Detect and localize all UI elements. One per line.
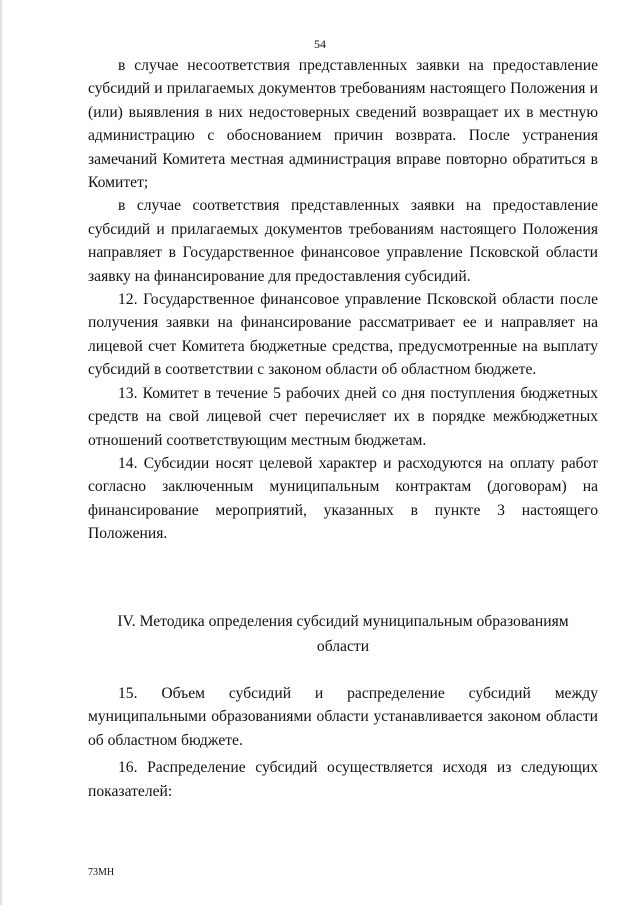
- paragraph-item-14: 14. Субсидии носят целевой характер и расходуются на оплату работ согласно заключенным муниципальным контрактам (договорам) на финансирование мероприятий, указанных в пункте 3 настоящего Положения.: [88, 454, 598, 543]
- paragraph-noncompliance: в случае несоответствия представленных заявки на предоставление субсидий и прилагаемых документов требованиям настоящего Положения и (или) выявления в них недостоверных сведений возвращает их в местную администрацию с обоснованием причин возврата. После устранения замечаний Комитета местная администрация вправе повторно обратиться в Комитет;: [88, 57, 598, 192]
- body-text-lower: [88, 682, 598, 807]
- paragraph-item-12: 12. Государственное финансовое управление Псковской области после получения заявки на финансирование рассматривает ее и направляет на лицевой счет Комитета бюджетные средства, предусмотренные на выплату субсидий в соответствии с законом области об областном бюджете.: [88, 291, 598, 379]
- body-text-upper: [88, 54, 598, 546]
- section-heading-line-1: IV. Методика определения субсидий муниципальным образованиям: [117, 613, 569, 630]
- page-number: 54: [314, 37, 326, 51]
- section-heading-line-2: области: [316, 638, 370, 655]
- scan-edge: [0, 0, 3, 905]
- paragraph-item-15: 15. Объем субсидий и распределение субсидий между муниципальными образованиями области устанавливается законом области об областном бюджете.: [88, 685, 598, 749]
- paragraph-item-16: 16. Распределение субсидий осуществляется исходя из следующих показателей:: [88, 759, 598, 800]
- paragraph-item-13: 13. Комитет в течение 5 рабочих дней со дня поступления бюджетных средств на свой лицевой счет перечисляет их в порядке межбюджетных отношений соответствующим местным бюджетам.: [88, 384, 598, 449]
- paragraph-compliance: в случае соответствия представленных заявки на предоставление субсидий и прилагаемых документов требованиям настоящего Положения направляет в Государственное финансовое управление Псковской области заявку на финансирование для предоставления субсидий.: [88, 197, 598, 285]
- footer-code: 73МН: [88, 867, 115, 878]
- section-heading: [88, 609, 598, 659]
